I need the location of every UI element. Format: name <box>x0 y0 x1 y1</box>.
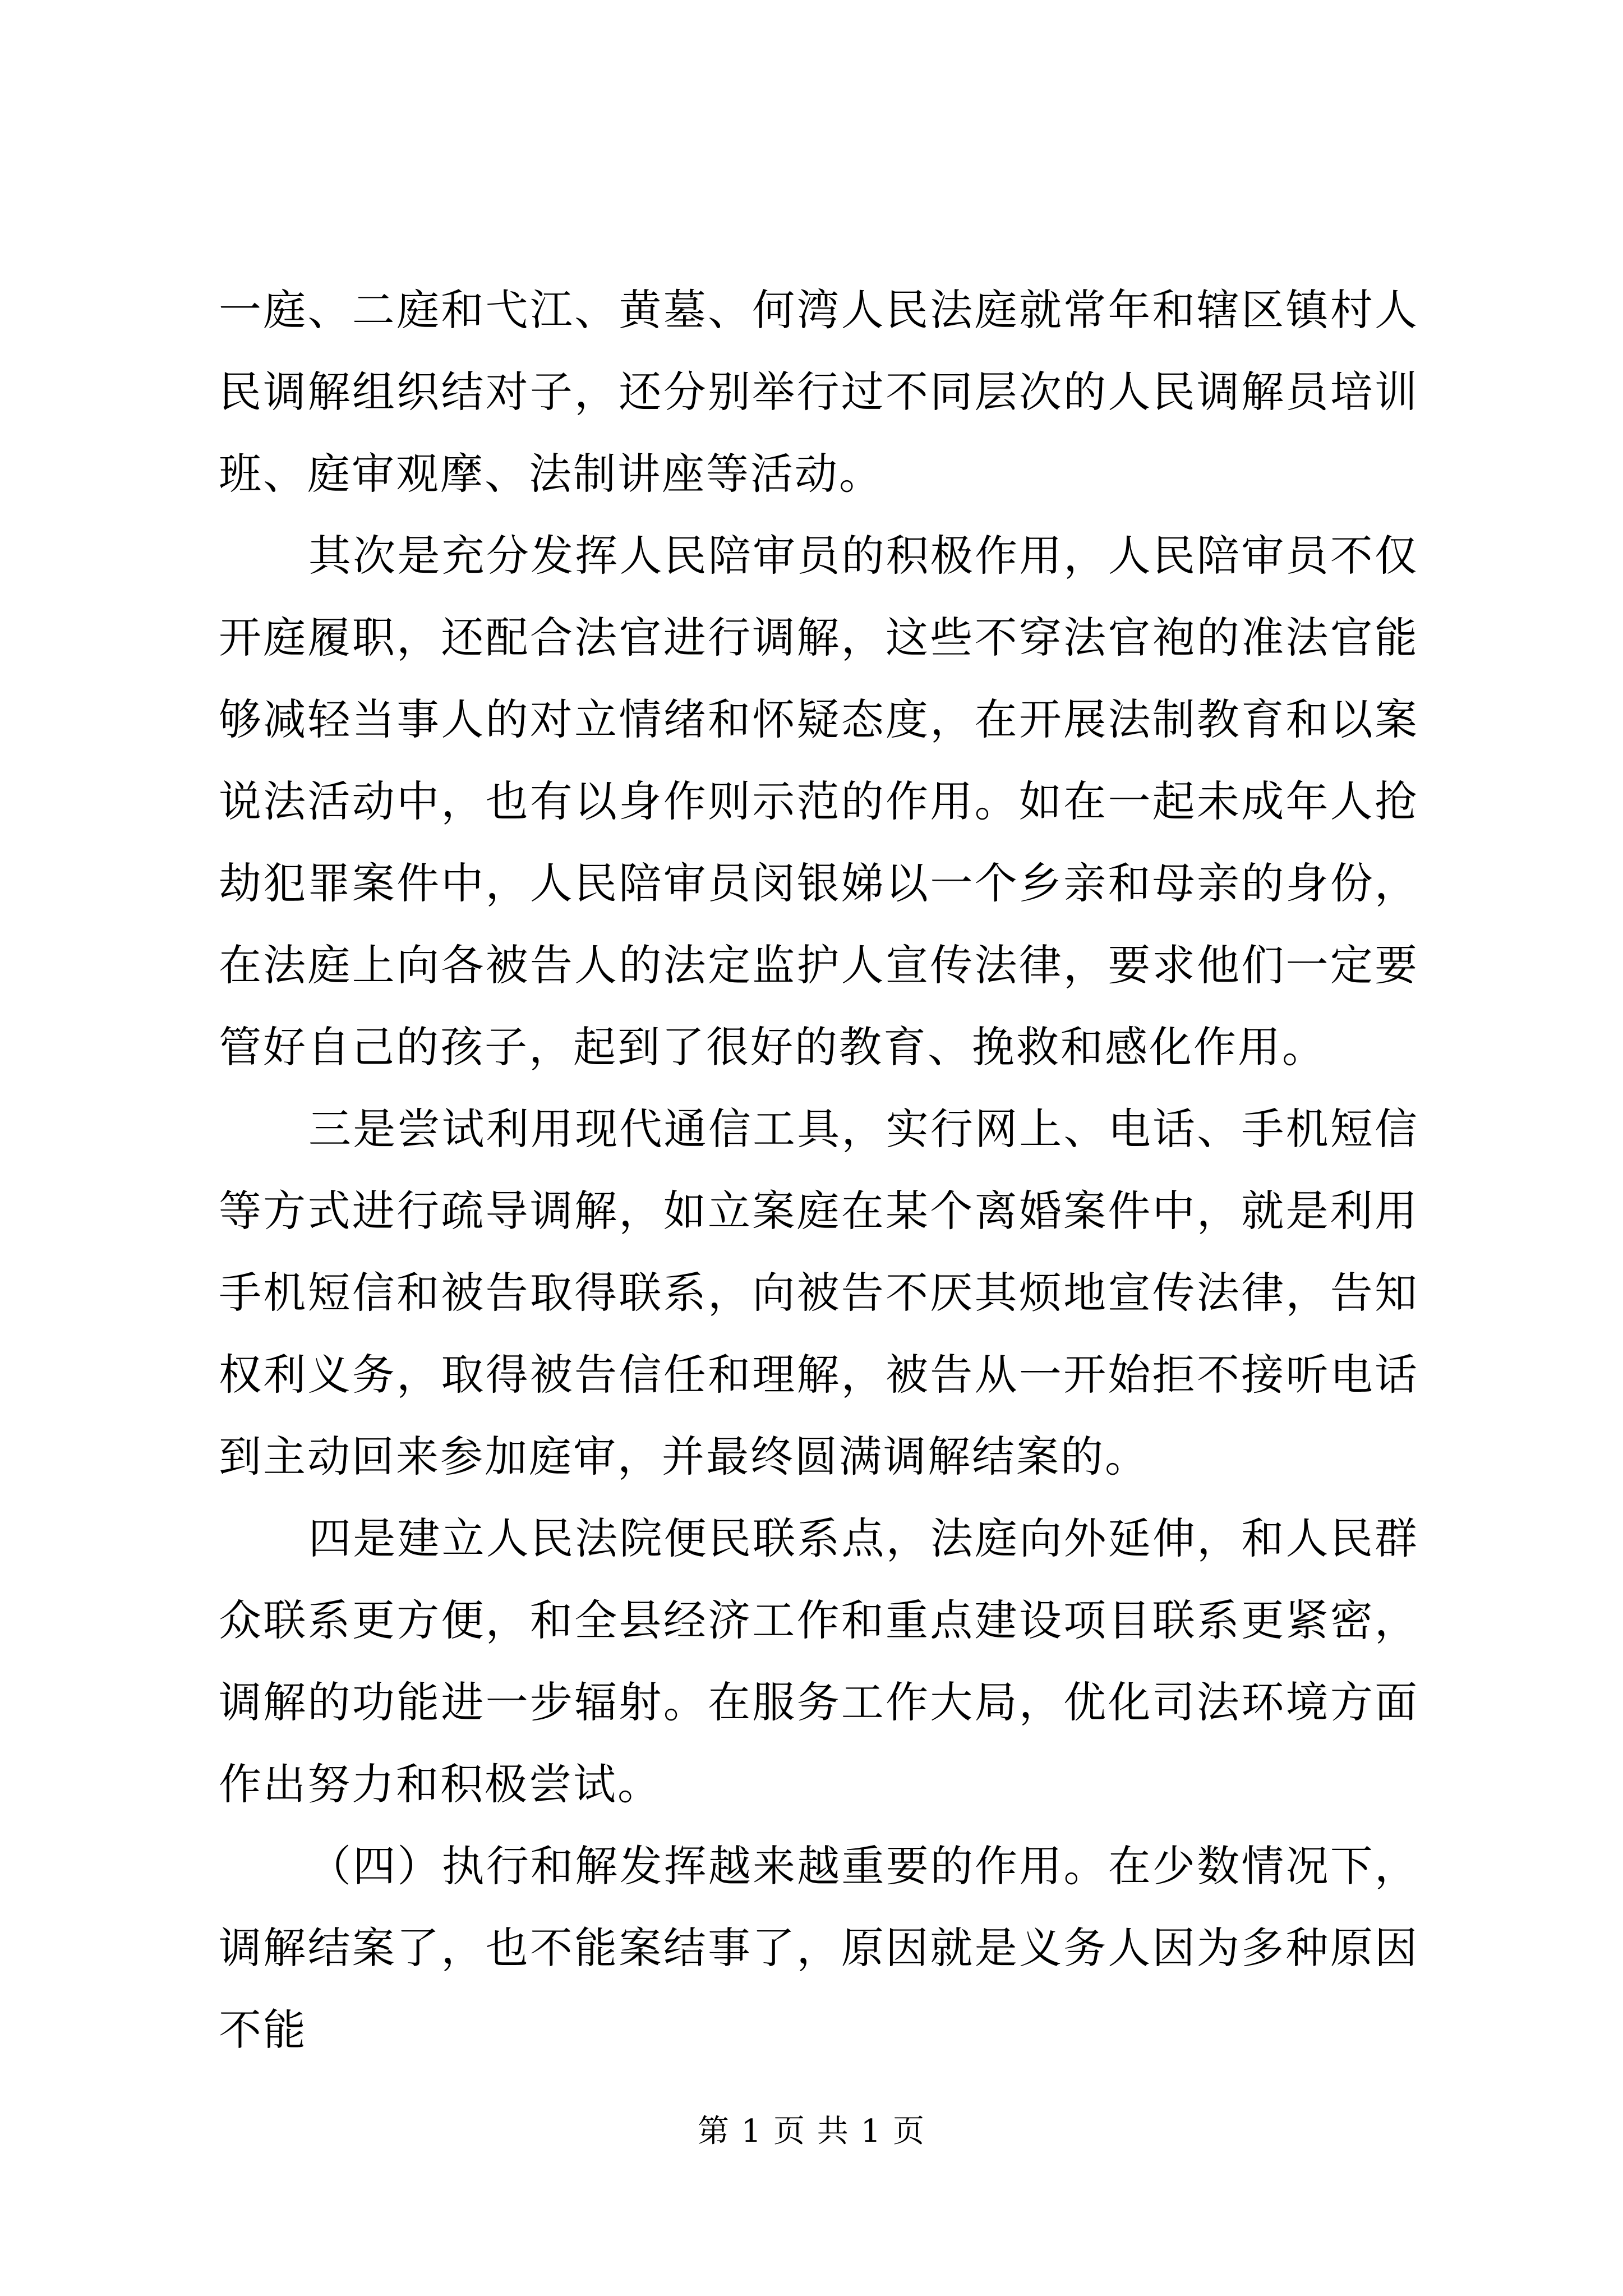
document-body <box>219 269 1419 2071</box>
paragraph-2: 其次是充分发挥人民陪审员的积极作用，人民陪审员不仅开庭履职，还配合法官进行调解，这些不穿法官袍的准法官能够减轻当事人的对立情绪和怀疑态度，在开展法制教育和以案说法活动中，也有以身作则示范的作用。如在一起未成年人抢劫犯罪案件中，人民陪审员闵银娣以一个乡亲和母亲的身份，在法庭上向各被告人的法定监护人宣传法律，要求他们一定要管好自己的孩子，起到了很好的教育、挽救和感化作用。 <box>219 531 1419 1072</box>
page-footer: 第 1 页 共 1 页 <box>697 2113 926 2150</box>
paragraph-1: 一庭、二庭和弋江、黄墓、何湾人民法庭就常年和辖区镇村人民调解组织结对子，还分别举行过不同层次的人民调解员培训班、庭审观摩、法制讲座等活动。 <box>219 285 1419 499</box>
paragraph-3: 三是尝试利用现代通信工具，实行网上、电话、手机短信等方式进行疏导调解，如立案庭在某个离婚案件中，就是利用手机短信和被告取得联系，向被告不厌其烦地宣传法律，告知权利义务，取得被告信任和理解，被告从一开始拒不接听电话到主动回来参加庭审，并最终圆满调解结案的。 <box>219 1104 1419 1481</box>
paragraph-4: 四是建立人民法院便民联系点，法庭向外延伸，和人民群众联系更方便，和全县经济工作和重点建设项目联系更紧密，调解的功能进一步辐射。在服务工作大局，优化司法环境方面作出努力和积极尝试。 <box>219 1513 1419 1809</box>
paragraph-5: （四）执行和解发挥越来越重要的作用。在少数情况下，调解结案了，也不能案结事了，原因就是义务人因为多种原因不能 <box>219 1841 1419 2055</box>
